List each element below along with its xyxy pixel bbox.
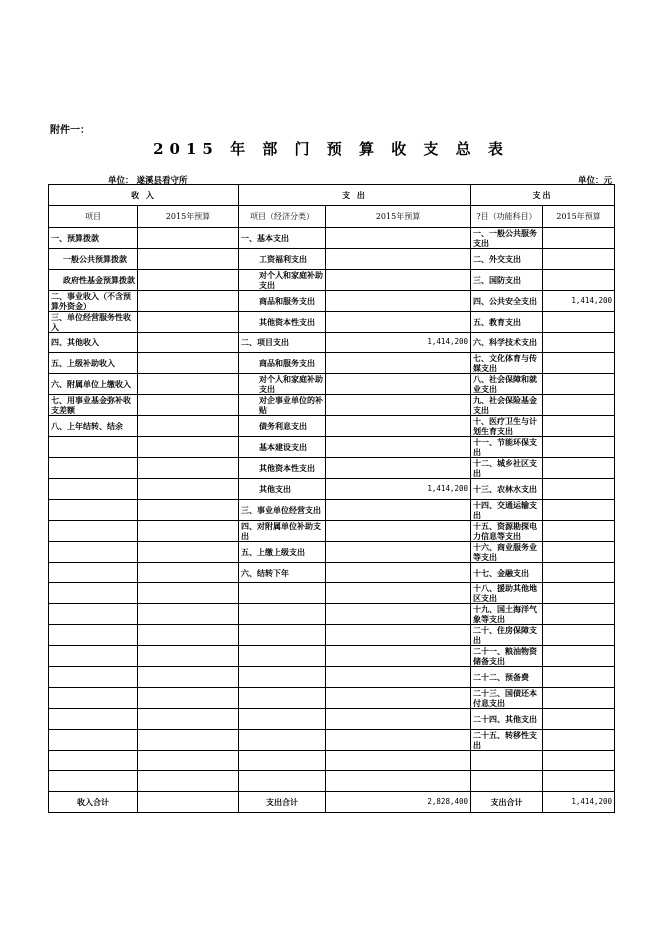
income-item [49, 604, 138, 625]
expense-econ-item [239, 583, 326, 604]
expense-func-budget [543, 583, 615, 604]
expense-econ-item: 基本建设支出 [239, 437, 326, 458]
income-item [49, 625, 138, 646]
currency-unit: 单位：元 [577, 176, 612, 186]
income-budget [138, 458, 239, 479]
expense-func-budget [543, 771, 615, 792]
income-budget [138, 520, 239, 541]
expense-func-item: 十二、城乡社区支出 [471, 458, 543, 479]
expense-econ-budget [326, 437, 471, 458]
expense-func-budget [543, 729, 615, 750]
income-item [49, 458, 138, 479]
income-budget [138, 228, 239, 249]
expense-func-budget [543, 249, 615, 270]
expense-section-header: 支 出 [239, 185, 471, 206]
income-item [49, 583, 138, 604]
expense-econ-item: 一、基本支出 [239, 228, 326, 249]
table-row [49, 332, 615, 353]
expense-func-budget [543, 541, 615, 562]
expense-econ-budget [326, 708, 471, 729]
expense-func-budget [543, 353, 615, 374]
table-row [49, 729, 615, 750]
expense-func-budget [543, 437, 615, 458]
income-budget [138, 353, 239, 374]
expense-econ-budget [326, 583, 471, 604]
table-row [49, 562, 615, 583]
expense-func-budget [543, 228, 615, 249]
expense-func-item: 十一、节能环保支出 [471, 437, 543, 458]
income-total-label: 收入合计 [49, 791, 138, 812]
expense-econ-budget [326, 458, 471, 479]
expense-func-budget [543, 520, 615, 541]
expense-econ-item [239, 771, 326, 792]
totals-row [49, 791, 615, 812]
expense-econ-budget [326, 541, 471, 562]
expense-func-section-header: 支出 [471, 185, 615, 206]
expense-func-item: 二十二、预备费 [471, 667, 543, 688]
income-item [49, 750, 138, 771]
expense-total-label: 支出合计 [239, 791, 326, 812]
table-row [49, 625, 615, 646]
expense-func-item: 十九、国土海洋气象等支出 [471, 604, 543, 625]
income-item [49, 520, 138, 541]
income-item [49, 541, 138, 562]
expense-econ-item: 商品和服务支出 [239, 353, 326, 374]
income-budget [138, 625, 239, 646]
expense-econ-item: 其他资本性支出 [239, 458, 326, 479]
income-item [49, 708, 138, 729]
income-item [49, 499, 138, 520]
expense-func-item: 五、教育支出 [471, 311, 543, 332]
income-item: 一、预算拨款 [49, 228, 138, 249]
expense-func-item: 二十四、其他支出 [471, 708, 543, 729]
table-row [49, 269, 615, 290]
column-header-row [49, 206, 615, 228]
expense-func-budget [543, 667, 615, 688]
attachment-label: 附件一： [50, 125, 90, 136]
expense-econ-budget [326, 520, 471, 541]
income-budget [138, 499, 239, 520]
expense-econ-budget [326, 311, 471, 332]
expense-func-budget [543, 395, 615, 416]
income-budget [138, 269, 239, 290]
expense-func-item: 二十三、国债还本付息支出 [471, 687, 543, 708]
table-row [49, 479, 615, 500]
table-row [49, 374, 615, 395]
income-budget [138, 249, 239, 270]
table-row [49, 541, 615, 562]
expense-econ-budget [326, 687, 471, 708]
income-budget [138, 583, 239, 604]
income-budget [138, 332, 239, 353]
income-budget [138, 729, 239, 750]
income-budget [138, 750, 239, 771]
expense-func-budget [543, 311, 615, 332]
expense-econ-item: 三、事业单位经营支出 [239, 499, 326, 520]
table-row [49, 499, 615, 520]
table-row [49, 249, 615, 270]
col-header: 项目 [49, 206, 138, 228]
expense-func-budget [543, 562, 615, 583]
table-row [49, 311, 615, 332]
func-total-value: 1,414,200 [543, 791, 615, 812]
expense-func-budget [543, 479, 615, 500]
expense-func-budget [543, 750, 615, 771]
expense-econ-budget [326, 290, 471, 311]
income-item [49, 771, 138, 792]
expense-econ-budget [326, 729, 471, 750]
expense-func-item: 十五、资源勘探电力信息等支出 [471, 520, 543, 541]
income-item [49, 437, 138, 458]
table-row [49, 604, 615, 625]
expense-econ-item [239, 729, 326, 750]
income-item [49, 562, 138, 583]
expense-func-budget [543, 332, 615, 353]
expense-econ-budget [326, 771, 471, 792]
income-budget [138, 667, 239, 688]
expense-func-budget [543, 604, 615, 625]
expense-econ-item: 商品和服务支出 [239, 290, 326, 311]
income-item: 政府性基金预算拨款 [49, 269, 138, 290]
income-item: 八、上年结转、结余 [49, 416, 138, 437]
income-budget [138, 311, 239, 332]
income-item [49, 646, 138, 667]
income-budget [138, 416, 239, 437]
expense-total-value: 2,828,400 [326, 791, 471, 812]
expense-func-item: 一、一般公共服务支出 [471, 228, 543, 249]
expense-econ-budget [326, 667, 471, 688]
expense-econ-budget: 1,414,200 [326, 332, 471, 353]
expense-econ-budget [326, 374, 471, 395]
expense-econ-budget [326, 416, 471, 437]
expense-econ-item: 对企事业单位的补贴 [239, 395, 326, 416]
income-budget [138, 771, 239, 792]
income-budget [138, 479, 239, 500]
table-row [49, 228, 615, 249]
unit-name: 单位： 遂溪县看守所 [108, 176, 188, 186]
income-budget [138, 562, 239, 583]
table-row [49, 646, 615, 667]
expense-econ-item: 其他资本性支出 [239, 311, 326, 332]
expense-func-budget [543, 708, 615, 729]
expense-func-item: 二、外交支出 [471, 249, 543, 270]
expense-func-item: 二十、住房保障支出 [471, 625, 543, 646]
expense-econ-item: 对个人和家庭补助支出 [239, 374, 326, 395]
expense-econ-budget [326, 499, 471, 520]
income-budget [138, 541, 239, 562]
expense-func-item [471, 771, 543, 792]
expense-econ-budget [326, 228, 471, 249]
budget-summary-table [48, 184, 615, 813]
table-row [49, 771, 615, 792]
expense-func-budget [543, 374, 615, 395]
expense-econ-item [239, 708, 326, 729]
table-row [49, 290, 615, 311]
expense-func-item: 七、文化体育与传媒支出 [471, 353, 543, 374]
expense-econ-budget [326, 353, 471, 374]
expense-func-item: 十三、农林水支出 [471, 479, 543, 500]
income-budget [138, 290, 239, 311]
expense-econ-budget [326, 604, 471, 625]
table-row [49, 687, 615, 708]
income-item: 六、附属单位上缴收入 [49, 374, 138, 395]
income-budget [138, 395, 239, 416]
expense-econ-item [239, 750, 326, 771]
expense-econ-budget [326, 269, 471, 290]
expense-econ-item: 五、上缴上级支出 [239, 541, 326, 562]
page-title: 2015 年 部 门 预 算 收 支 总 表 [153, 140, 509, 158]
income-budget [138, 604, 239, 625]
expense-econ-budget [326, 625, 471, 646]
income-item [49, 667, 138, 688]
expense-econ-budget: 1,414,200 [326, 479, 471, 500]
expense-func-item: 六、科学技术支出 [471, 332, 543, 353]
expense-func-item: 二十五、转移性支出 [471, 729, 543, 750]
expense-func-budget [543, 416, 615, 437]
expense-econ-budget [326, 750, 471, 771]
expense-econ-item: 二、项目支出 [239, 332, 326, 353]
section-header-row [49, 185, 615, 206]
expense-econ-item [239, 667, 326, 688]
expense-func-item: 十八、援助其他地区支出 [471, 583, 543, 604]
expense-econ-item: 六、结转下年 [239, 562, 326, 583]
income-total-value [138, 791, 239, 812]
expense-econ-item [239, 646, 326, 667]
income-item [49, 479, 138, 500]
income-item: 一般公共预算拨款 [49, 249, 138, 270]
expense-econ-item: 其他支出 [239, 479, 326, 500]
expense-econ-budget [326, 395, 471, 416]
expense-func-budget: 1,414,200 [543, 290, 615, 311]
expense-econ-item: 债务利息支出 [239, 416, 326, 437]
income-item: 四、其他收入 [49, 332, 138, 353]
expense-func-budget [543, 269, 615, 290]
expense-func-budget [543, 499, 615, 520]
col-header: ?目（功能科目） [471, 206, 543, 228]
func-total-label: 支出合计 [471, 791, 543, 812]
table-row [49, 416, 615, 437]
expense-func-budget [543, 646, 615, 667]
income-item: 二、事业收入（不含预算外资金） [49, 290, 138, 311]
expense-econ-budget [326, 646, 471, 667]
income-budget [138, 437, 239, 458]
table-row [49, 520, 615, 541]
income-budget [138, 687, 239, 708]
income-budget [138, 374, 239, 395]
col-header: 2015年预算 [543, 206, 615, 228]
expense-econ-item: 四、对附属单位补助支出 [239, 520, 326, 541]
expense-func-item [471, 750, 543, 771]
expense-func-item: 三、国防支出 [471, 269, 543, 290]
income-budget [138, 708, 239, 729]
expense-func-item: 八、社会保障和就业支出 [471, 374, 543, 395]
table-row [49, 458, 615, 479]
income-item: 三、单位经营服务性收入 [49, 311, 138, 332]
income-budget [138, 646, 239, 667]
expense-func-budget [543, 458, 615, 479]
expense-func-item: 二十一、粮油物资储备支出 [471, 646, 543, 667]
income-section-header: 收 入 [49, 185, 239, 206]
income-item [49, 687, 138, 708]
table-row [49, 667, 615, 688]
col-header: 2015年预算 [138, 206, 239, 228]
expense-econ-budget [326, 562, 471, 583]
expense-func-item: 十七、金融支出 [471, 562, 543, 583]
expense-func-budget [543, 625, 615, 646]
expense-func-item: 十六、商业服务业等支出 [471, 541, 543, 562]
col-header: 项目（经济分类） [239, 206, 326, 228]
expense-func-budget [543, 687, 615, 708]
expense-econ-item [239, 625, 326, 646]
expense-econ-item [239, 604, 326, 625]
income-item: 五、上级补助收入 [49, 353, 138, 374]
table-row [49, 353, 615, 374]
table-row [49, 750, 615, 771]
expense-econ-item [239, 687, 326, 708]
table-row [49, 583, 615, 604]
table-row [49, 708, 615, 729]
expense-func-item: 四、公共安全支出 [471, 290, 543, 311]
income-item: 七、用事业基金弥补收支差额 [49, 395, 138, 416]
table-row [49, 437, 615, 458]
expense-econ-budget [326, 249, 471, 270]
expense-func-item: 十、医疗卫生与计划生育支出 [471, 416, 543, 437]
expense-func-item: 十四、交通运输支出 [471, 499, 543, 520]
expense-econ-item: 工资福利支出 [239, 249, 326, 270]
col-header: 2015年预算 [326, 206, 471, 228]
expense-econ-item: 对个人和家庭补助支出 [239, 269, 326, 290]
income-item [49, 729, 138, 750]
expense-func-item: 九、社会保险基金支出 [471, 395, 543, 416]
table-row [49, 395, 615, 416]
